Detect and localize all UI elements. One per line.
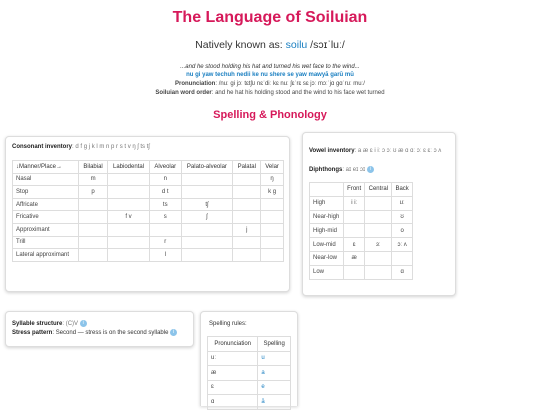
vowel-header-cell: Central bbox=[365, 183, 392, 197]
table-cell bbox=[108, 173, 150, 186]
example-native: nu gi yaw techuh nedii ke nu shere se yaw mawyā garū mū bbox=[186, 72, 354, 78]
example-english: ...and he stood holding his hat and turned his wet face to the wind... bbox=[180, 64, 360, 70]
info-icon[interactable]: i bbox=[170, 329, 177, 336]
table-cell bbox=[108, 236, 150, 249]
table-cell bbox=[149, 223, 181, 236]
syllable-structure bbox=[12, 320, 87, 327]
table-cell: ʃ bbox=[181, 211, 233, 224]
page-title: The Language of Soiluian bbox=[172, 9, 368, 26]
table-row bbox=[310, 251, 413, 265]
table-cell bbox=[365, 210, 392, 224]
table-cell bbox=[79, 236, 108, 249]
table-cell bbox=[79, 198, 108, 211]
table-cell bbox=[233, 211, 261, 224]
table-cell: s bbox=[149, 211, 181, 224]
table-row bbox=[310, 224, 413, 238]
table-cell: ɜː bbox=[365, 238, 392, 252]
table-cell: æ bbox=[208, 366, 258, 381]
table-cell bbox=[181, 223, 233, 236]
table-cell bbox=[365, 251, 392, 265]
table-cell: ʊ bbox=[392, 210, 413, 224]
consonant-header-cell: Palatal bbox=[233, 161, 261, 174]
vowel-table bbox=[309, 182, 413, 280]
table-row bbox=[13, 173, 284, 186]
consonant-inventory-label: Consonant inventory bbox=[12, 144, 73, 150]
table-cell: o bbox=[392, 224, 413, 238]
table-cell: ɛ bbox=[343, 238, 364, 252]
table-cell bbox=[233, 173, 261, 186]
table-row bbox=[310, 210, 413, 224]
table-cell bbox=[261, 249, 284, 262]
table-cell: ɑ bbox=[208, 395, 258, 410]
table-cell bbox=[181, 236, 233, 249]
table-cell: ŋ bbox=[261, 173, 284, 186]
consonant-header-cell: ↓Manner/Place→ bbox=[13, 161, 79, 174]
table-cell: e bbox=[258, 380, 291, 395]
table-cell bbox=[108, 223, 150, 236]
table-cell: f v bbox=[108, 211, 150, 224]
table-row bbox=[13, 236, 284, 249]
table-cell: Affricate bbox=[13, 198, 79, 211]
table-cell bbox=[261, 236, 284, 249]
table-cell bbox=[343, 265, 364, 279]
native-prefix: Natively known as: bbox=[195, 39, 286, 51]
native-word-link[interactable]: soilu bbox=[285, 39, 308, 51]
stress-pattern-label: Stress pattern bbox=[12, 330, 53, 337]
table-cell bbox=[108, 186, 150, 199]
table-cell bbox=[365, 265, 392, 279]
table-cell: n bbox=[149, 173, 181, 186]
vowel-header-cell: Back bbox=[392, 183, 413, 197]
table-cell: r bbox=[149, 236, 181, 249]
table-cell: k g bbox=[261, 186, 284, 199]
native-name-line bbox=[0, 39, 540, 51]
vowel-inventory-label: Vowel inventory bbox=[309, 148, 355, 154]
table-cell bbox=[233, 236, 261, 249]
table-cell: Lateral approximant bbox=[13, 249, 79, 262]
consonant-card bbox=[5, 136, 290, 292]
info-icon[interactable]: i bbox=[80, 320, 87, 327]
table-cell: ɑ bbox=[392, 265, 413, 279]
table-cell: p bbox=[79, 186, 108, 199]
pronunciation-label: Pronunciation bbox=[175, 81, 216, 87]
table-cell bbox=[365, 224, 392, 238]
consonant-table-header bbox=[13, 161, 284, 174]
table-row bbox=[13, 211, 284, 224]
syllable-structure-value: : (C)V bbox=[62, 321, 79, 328]
table-cell bbox=[233, 198, 261, 211]
vowel-header-cell bbox=[310, 183, 344, 197]
consonant-header-cell: Alveolar bbox=[149, 161, 181, 174]
table-cell: i iː bbox=[343, 196, 364, 210]
spelling-title: Spelling rules: bbox=[209, 321, 247, 327]
pronunciation-text: : /nuː gi jɔː tɛtʃʊ nɛˈdiː kɛ nuː ʃɛˈrɛ sɛ jɔː mɔːˈjɑ gɑˈruː muː/ bbox=[215, 81, 365, 87]
table-cell: Stop bbox=[13, 186, 79, 199]
table-cell bbox=[261, 198, 284, 211]
diphthongs bbox=[309, 166, 374, 173]
word-order-label: Soiluian word order bbox=[155, 90, 212, 96]
vowel-header-cell: Front bbox=[343, 183, 364, 197]
native-ipa: /sɔɪˈluː/ bbox=[307, 39, 345, 51]
syllable-card bbox=[5, 311, 194, 347]
example-word-order bbox=[0, 89, 540, 97]
spelling-table-header bbox=[208, 337, 291, 352]
table-row bbox=[310, 196, 413, 210]
table-row bbox=[13, 249, 284, 262]
table-cell: Trill bbox=[13, 236, 79, 249]
consonant-header-cell: Velar bbox=[261, 161, 284, 174]
table-cell bbox=[233, 249, 261, 262]
table-row bbox=[208, 351, 291, 366]
table-cell bbox=[108, 249, 150, 262]
consonant-table bbox=[12, 160, 284, 262]
consonant-inventory-value: : d f g j k l m n p r s t v ŋ ʃ ts tʃ bbox=[72, 144, 150, 150]
info-icon[interactable]: i bbox=[367, 166, 374, 173]
table-cell: High-mid bbox=[310, 224, 344, 238]
table-cell bbox=[108, 198, 150, 211]
stress-pattern-value: : Second — stress is on the second syllable bbox=[52, 330, 169, 337]
vowel-card bbox=[302, 132, 456, 296]
table-cell: ɔː ʌ bbox=[392, 238, 413, 252]
table-row bbox=[13, 223, 284, 236]
table-cell: Nasal bbox=[13, 173, 79, 186]
table-cell: ā bbox=[258, 395, 291, 410]
table-cell: a bbox=[258, 366, 291, 381]
table-cell: u bbox=[258, 351, 291, 366]
table-cell: uː bbox=[392, 196, 413, 210]
table-cell: uː bbox=[208, 351, 258, 366]
table-cell: Near-low bbox=[310, 251, 344, 265]
table-cell bbox=[79, 211, 108, 224]
table-cell: m bbox=[79, 173, 108, 186]
table-cell bbox=[181, 249, 233, 262]
syllable-structure-label: Syllable structure bbox=[12, 321, 63, 328]
table-row bbox=[208, 395, 291, 410]
table-cell: ts bbox=[149, 198, 181, 211]
table-cell: tʃ bbox=[181, 198, 233, 211]
diphthongs-label: Diphthongs bbox=[309, 167, 343, 174]
table-row bbox=[310, 238, 413, 252]
table-cell: æ bbox=[343, 251, 364, 265]
spelling-header-cell: Pronunciation bbox=[208, 337, 258, 352]
stress-pattern bbox=[12, 329, 177, 336]
vowel-table-header bbox=[310, 183, 413, 197]
consonant-inventory bbox=[12, 144, 150, 150]
table-cell bbox=[181, 173, 233, 186]
consonant-header-cell: Bilabial bbox=[79, 161, 108, 174]
table-cell: Near-high bbox=[310, 210, 344, 224]
table-row bbox=[208, 366, 291, 381]
consonant-header-cell: Palato-alveolar bbox=[181, 161, 233, 174]
table-cell bbox=[392, 251, 413, 265]
table-cell bbox=[343, 224, 364, 238]
table-cell: Fricative bbox=[13, 211, 79, 224]
spelling-table bbox=[207, 336, 291, 410]
table-row bbox=[13, 198, 284, 211]
diphthongs-value: : aɪ eɪ ɔɪ bbox=[342, 167, 366, 174]
example-pronunciation bbox=[0, 80, 540, 88]
table-cell bbox=[181, 186, 233, 199]
spelling-card bbox=[200, 311, 298, 406]
table-cell: d t bbox=[149, 186, 181, 199]
table-cell bbox=[79, 249, 108, 262]
table-cell: High bbox=[310, 196, 344, 210]
consonant-header-cell: Labiodental bbox=[108, 161, 150, 174]
spelling-header-cell: Spelling bbox=[258, 337, 291, 352]
table-cell: j bbox=[233, 223, 261, 236]
table-cell: ɛ bbox=[208, 380, 258, 395]
table-cell bbox=[261, 211, 284, 224]
table-cell: Approximant bbox=[13, 223, 79, 236]
table-cell bbox=[343, 210, 364, 224]
vowel-inventory-value: : a æ ɛ i iː ɔ ɔː ʊ æ ɑ ɑː ɔː ɛ ɛː ɔ ʌ bbox=[354, 148, 442, 154]
section-title: Spelling & Phonology bbox=[213, 109, 327, 121]
table-row bbox=[13, 186, 284, 199]
table-cell bbox=[261, 223, 284, 236]
table-cell: Low-mid bbox=[310, 238, 344, 252]
table-cell: Low bbox=[310, 265, 344, 279]
table-row bbox=[208, 380, 291, 395]
table-cell bbox=[79, 223, 108, 236]
table-row bbox=[310, 265, 413, 279]
table-cell bbox=[233, 186, 261, 199]
table-cell bbox=[365, 196, 392, 210]
vowel-inventory bbox=[309, 148, 441, 154]
word-order-text: : and he hat his holding stood and the wind to his face wet turned bbox=[211, 90, 385, 96]
table-cell: l bbox=[149, 249, 181, 262]
